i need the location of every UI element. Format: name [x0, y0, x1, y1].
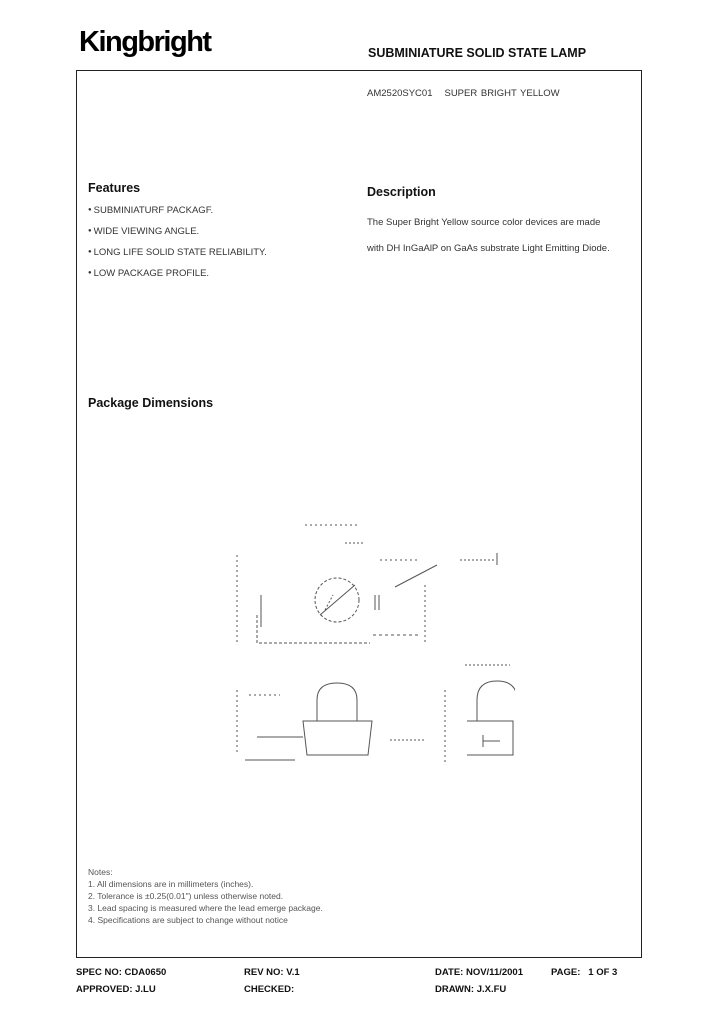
feature-item: ● WIDE VIEWING ANGLE.: [88, 226, 267, 247]
note-item: 3. Lead spacing is measured where the lead emerge package.: [88, 903, 323, 913]
features-heading: Features: [88, 181, 141, 195]
spec-number: SPEC NO: CDA0650: [76, 967, 167, 978]
feature-item: ● LOW PACKAGE PROFILE.: [88, 268, 267, 289]
part-info: [367, 88, 560, 99]
document-title: SUBMINIATURE SOLID STATE LAMP: [368, 46, 587, 60]
note-item: 2. Tolerance is ±0.25(0.01") unless otherwise noted.: [88, 891, 284, 901]
document-date: DATE: NOV/11/2001: [435, 967, 524, 978]
package-dimensions-heading: Package Dimensions: [88, 396, 214, 410]
part-number: AM2520SYC01: [367, 88, 433, 99]
description-line: The Super Bright Yellow source color devices are made: [367, 217, 601, 228]
part-color-name: SUPER BRIGHT YELLOW: [444, 88, 560, 99]
feature-item: ● LONG LIFE SOLID STATE RELIABILITY.: [88, 247, 267, 268]
approved-by: APPROVED: J.LU: [76, 984, 156, 995]
content-frame: [76, 70, 642, 958]
note-item: 1. All dimensions are in millimeters (inches).: [88, 879, 254, 889]
feature-item: ● SUBMINIATURF PACKAGF.: [88, 205, 267, 226]
description-heading: Description: [367, 185, 436, 199]
package-dimensions-drawing: [225, 515, 515, 770]
page-number: PAGE: 1 OF 3: [551, 967, 618, 978]
description-line: with DH InGaAlP on GaAs substrate Light Emitting Diode.: [367, 243, 610, 254]
note-item: 4. Specifications are subject to change without notice: [88, 915, 288, 925]
checked-by: CHECKED:: [244, 984, 295, 995]
features-list: [88, 205, 267, 289]
description-text: [367, 210, 637, 262]
drawn-by: DRAWN: J.X.FU: [435, 984, 507, 995]
notes-heading: Notes:: [88, 867, 113, 877]
brand-logo: Kingbright: [79, 26, 211, 58]
notes-block: [88, 866, 323, 926]
revision-number: REV NO: V.1: [244, 967, 300, 978]
